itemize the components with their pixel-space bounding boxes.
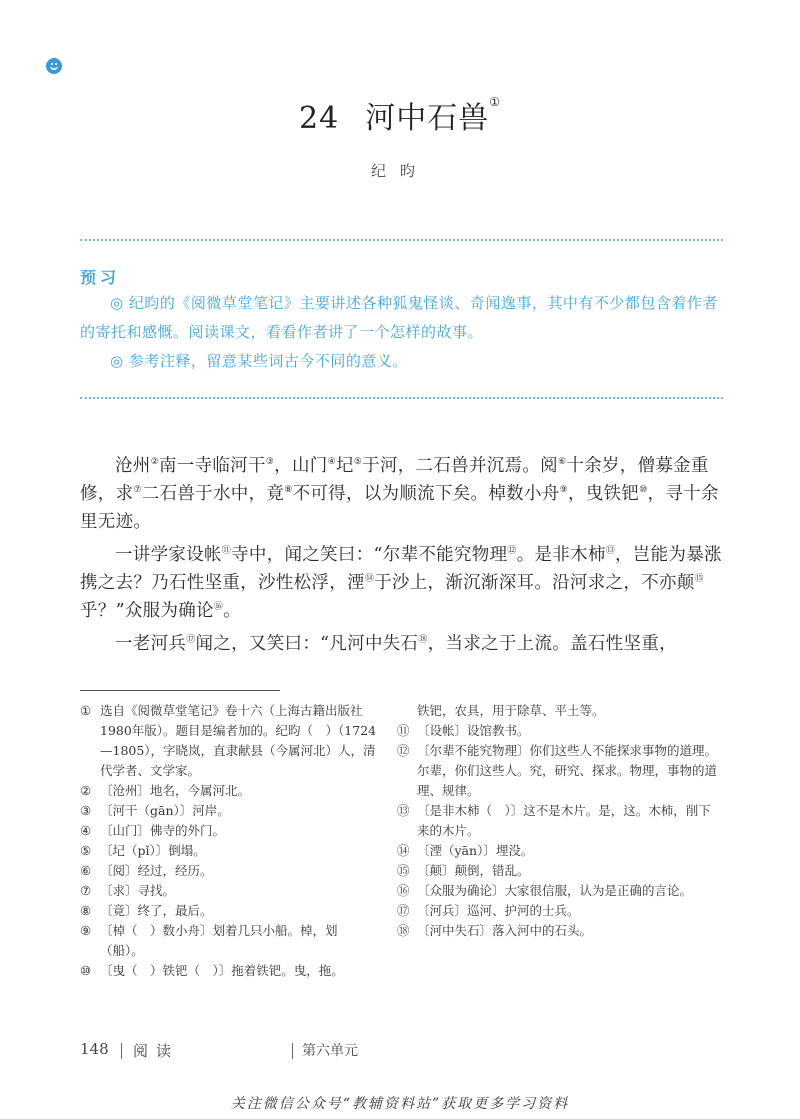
footnote: ⑰ 〔河兵〕巡河、护河的士兵。 (397, 903, 580, 918)
text-paragraph-1: 沧州②南一寺临河干③，山门④圮⑤于河，二石兽并沉焉。阅⑥十余岁，僧募金重修，求⑦二石兽于水中，竟⑧不可得，以为顺流下矣。棹数小舟⑨，曳铁钯⑩，寻十余里无迹。 (80, 456, 719, 532)
dotted-divider-bottom (80, 397, 723, 399)
footnote: ③ 〔河干（gān）〕河岸。 (80, 803, 230, 818)
footer-separator (292, 1043, 293, 1059)
footnote: ⑪ 〔设帐〕设馆教书。 (397, 723, 530, 738)
author-name: 纪昀 (370, 162, 429, 180)
footnote: ⑮ 〔颠〕颠倒，错乱。 (397, 863, 530, 878)
text-paragraph-3: 一老河兵⑰闻之，又笑曰：“凡河中失石⑱，当求之于上流。盖石性坚重， (115, 634, 677, 654)
footnote: ⑫ 〔尔辈不能究物理〕你们这些人不能探求事物的道理。尔辈，你们这些人。究，研究、探求。物理，事物的道理、规律。 (397, 743, 718, 798)
bottom-banner: 关注微信公众号“教辅资料站”获取更多学习资料 (230, 1096, 570, 1112)
page-number: 148 (80, 1040, 109, 1058)
footer-section: 阅读 (133, 1042, 180, 1060)
preview-paragraph-1: ◎ 纪昀的《阅微草堂笔记》主要讲述各种狐鬼怪谈、奇闻逸事，其中有不少都包含着作者的寄托和感慨。阅读课文，看看作者讲了一个怎样的故事。 (80, 294, 718, 341)
footnote: ⑭ 〔湮（yān）〕埋没。 (397, 843, 534, 858)
footnote: ④ 〔山门〕佛寺的外门。 (80, 823, 226, 838)
footnote: ⑥ 〔阅〕经过，经历。 (80, 863, 213, 878)
footnote: ⑱ 〔河中失石〕落入河中的石头。 (397, 923, 593, 938)
lesson-title (0, 93, 800, 137)
footnote: ② 〔沧州〕地名，今属河北。 (80, 783, 251, 798)
footer-separator (121, 1043, 122, 1059)
lesson-number: 24 (299, 101, 340, 136)
footnote: ⑬ 〔是非木柿（ ）〕这不是木片。是，这。木柿，削下来的木片。 (397, 803, 711, 838)
notes-right-column (397, 701, 723, 941)
footnote: ⑧ 〔竟〕终了，最后。 (80, 903, 213, 918)
footnote: ① 选自《阅微草堂笔记》卷十六（上海古籍出版社1980年版）。题目是编者加的。纪昀（ ）（1724—1805），字晓岚，直隶献县（今属河北）人，清代学者、文学家。 (80, 703, 377, 778)
footnote: ⑩ 〔曳（ ）铁钯（ ）〕拖着铁钯。曳，拖。 (80, 963, 344, 978)
notes-left-column (80, 701, 380, 981)
footer-unit: 第六单元 (302, 1043, 358, 1059)
dotted-divider-top (80, 239, 723, 241)
footnote: ⑤ 〔圮（pǐ）〕倒塌。 (80, 843, 206, 858)
preview-heading: 预习 (80, 268, 121, 287)
notes-divider (80, 690, 280, 691)
footnote: ⑦ 〔求〕寻找。 (80, 883, 176, 898)
title-note-mark: ① (489, 95, 501, 109)
footnote: ⑨ 〔棹（ ）数小舟〕划着几只小船。棹，划（船）。 (80, 923, 338, 958)
preview-paragraph-2: ◎ 参考注释，留意某些词古今不同的意义。 (110, 352, 408, 370)
footnote-continued: 铁钯，农具，用于除草、平土等。 (417, 703, 605, 718)
text-paragraph-2: 一讲学家设帐⑪寺中，闻之笑曰：“尔辈不能究物理⑫。是非木柿⑬，岂能为暴涨携之去？乃石性坚重，沙性松浮，湮⑭于沙上，渐沉渐深耳。沿河求之，不亦颠⑮乎？”众服为确论⑯。 (80, 545, 722, 621)
lesson-title-text: 河中石兽 (365, 101, 490, 136)
smiley-icon (46, 58, 62, 74)
footnote: ⑯ 〔众服为确论〕大家很信服，认为是正确的言论。 (397, 883, 693, 898)
